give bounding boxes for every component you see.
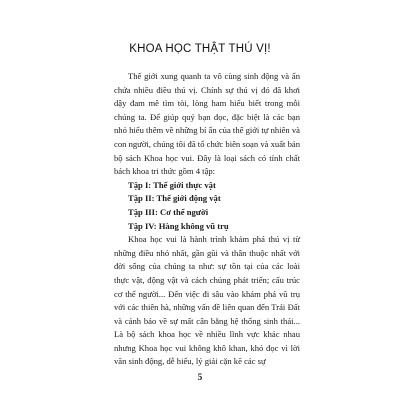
volume-item: Tập II: Thế giới động vật	[128, 193, 221, 204]
volume-item: Tập I: Thế giới thực vật	[128, 179, 216, 190]
volume-item: Tập IV: Hàng không vũ trụ	[128, 220, 229, 231]
body-paragraph: Khoa học vui là hành trình khám phá thú vị từ những điều nhỏ nhất, gần gũi và thân thuộc nhất với đời sống của chúng ta như: sự tồn tại của các loài thực vật, động vật và cách chúng phát triển; cấu trúc cơ thể người... Đến việc đi sâu vào khám phá vũ trụ với các thiên hà, những vấn đề liên quan đến Trái Đất và cảnh báo về sự mất cân bằng hệ thống sinh thái... Là bộ sách khoa học về nhiều lĩnh vực khác nhau nhưng Khoa học vui không khô khan, khó đọc vì lời văn sinh động, dễ hiểu, lý giải cặn kẽ các sự	[114, 234, 300, 367]
intro-paragraph: Thế giới xung quanh ta vô cùng sinh động và ẩn chứa nhiều điều thú vị. Chính sự thú vị đó đã khơi dậy đam mê tìm tòi, lòng ham hiểu biết trong mỗi chúng ta. Để giúp quý bạn đọc, đặc biệt là các bạn nhỏ hiểu thêm về những bí ẩn của thế giới tự nhiên và con người, chúng tôi đã tổ chức biên soạn và xuất bản bộ sách Khoa học vui. Đây là loại sách có tính chất bách khoa tri thức gồm 4 tập:	[114, 71, 300, 177]
page-title: KHOA HỌC THẬT THÚ VỊ!	[129, 43, 271, 55]
page-number: 5	[197, 372, 203, 382]
volume-item: Tập III: Cơ thể người	[128, 206, 209, 217]
page-body	[114, 70, 300, 369]
volume-list	[114, 179, 300, 233]
